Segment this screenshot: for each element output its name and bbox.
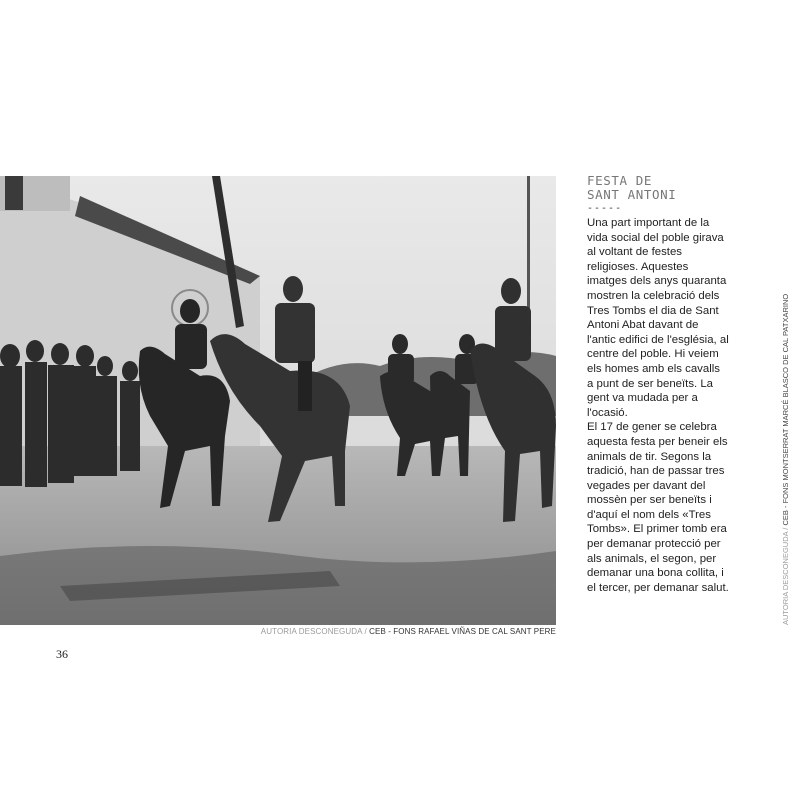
building-window	[5, 176, 23, 210]
vertical-caption-source: CEB - FONS MONTSERRAT MARCÉ BLASCO DE CAL PATXARINO	[781, 293, 790, 526]
vertical-photo-caption	[781, 294, 790, 625]
historical-photo	[0, 176, 556, 625]
body-text	[587, 216, 729, 595]
page-number: 36	[56, 647, 68, 661]
sidebar-text	[587, 174, 729, 595]
section-title	[587, 174, 729, 202]
photo-caption-source: CEB - FONS RAFAEL VIÑAS DE CAL SANT PERE	[369, 627, 556, 636]
title-rule: -----	[587, 203, 623, 214]
paragraph-1: Una part important de la vida social del poble girava al voltant de festes religioses. Aquestes imatges dels anys quaranta mostren la celebració dels Tres Tombs el dia de Sant Antoni Abat davant de l'antic edifici de l'església, al centre del poble. Hi veiem els homes amb els cavalls a punt de ser beneïts. La gent va mudada per a l'ocasió.	[587, 217, 729, 419]
vertical-caption-author: AUTORIA DESCONEGUDA	[781, 531, 790, 625]
section-title-line2: SANT ANTONI	[587, 187, 677, 202]
photo-caption	[261, 627, 556, 636]
photo-caption-author: AUTORIA DESCONEGUDA	[260, 627, 363, 636]
photo-caption-separator: /	[364, 627, 367, 636]
vertical-caption-separator: /	[781, 527, 790, 530]
paragraph-2: El 17 de gener se celebra aquesta festa per beneir els animals de tir. Segons la tradició, han de passar tres vegades per davant del mossèn per ser beneïts i d'aquí el nom dels «Tres Tombs». El primer tomb era per demanar protecció per als animals, el segon, per demanar una bona collita, i el tercer, per demanar salut.	[587, 421, 729, 594]
horsemen-procession-illustration	[0, 176, 556, 625]
section-title-line1: FESTA DE	[587, 173, 653, 188]
